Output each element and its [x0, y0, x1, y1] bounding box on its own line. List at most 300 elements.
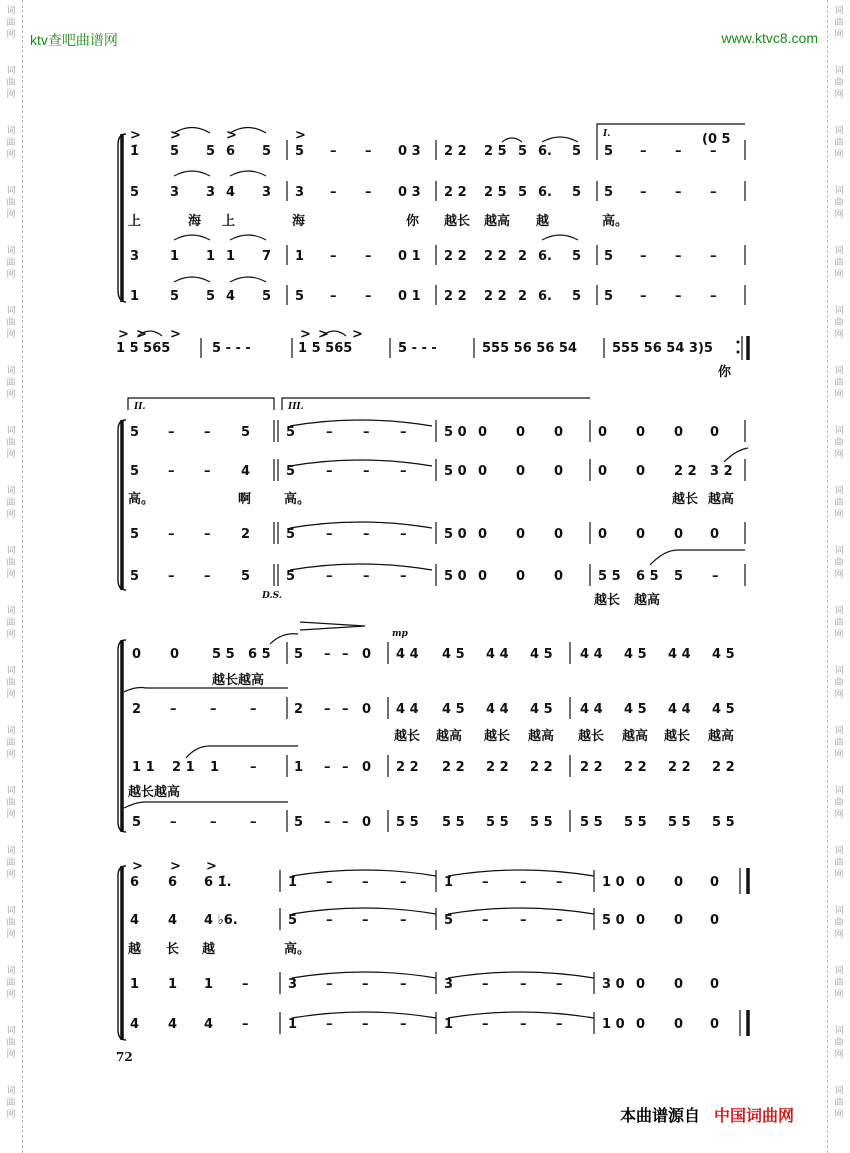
page-number: 72: [116, 1050, 133, 1064]
watermark-char: 词: [6, 546, 16, 556]
svg-text:5: 5: [572, 144, 582, 159]
svg-text:5: 5: [262, 144, 272, 159]
svg-text:–: –: [675, 185, 682, 200]
svg-text:0: 0: [478, 425, 488, 440]
svg-text:海: 海: [292, 214, 306, 229]
svg-text:–: –: [324, 815, 331, 830]
watermark-char: 网: [6, 630, 16, 640]
watermark-char: 词: [6, 66, 16, 76]
watermark-char: 词: [834, 546, 844, 556]
svg-text:–: –: [242, 1017, 249, 1032]
svg-text:5: 5: [572, 249, 582, 264]
watermark-char: 网: [6, 870, 16, 880]
svg-text:越: 越: [536, 214, 550, 229]
watermark-char: 网: [6, 390, 16, 400]
svg-text:1: 1: [226, 249, 236, 264]
svg-text:5: 5: [604, 144, 614, 159]
svg-text:2 2: 2 2: [624, 760, 647, 775]
svg-text:–: –: [362, 875, 369, 890]
svg-text:–: –: [400, 425, 407, 440]
svg-text:5 0: 5 0: [444, 527, 467, 542]
watermark-char: 曲: [834, 678, 844, 688]
svg-text:5: 5: [295, 289, 305, 304]
watermark-char: 词: [6, 186, 16, 196]
svg-text:–: –: [326, 875, 333, 890]
svg-text:0: 0: [516, 527, 526, 542]
svg-text:4: 4: [241, 464, 251, 479]
svg-text:4: 4: [168, 913, 178, 928]
svg-text:5 5: 5 5: [486, 815, 509, 830]
svg-text:5 0: 5 0: [444, 425, 467, 440]
staff-4-3: [128, 746, 735, 800]
svg-text:5: 5: [241, 425, 251, 440]
svg-text:–: –: [520, 913, 527, 928]
svg-text:–: –: [342, 815, 349, 830]
svg-text:–: –: [556, 977, 563, 992]
svg-text:>: >: [170, 859, 181, 874]
watermark-char: 词: [834, 786, 844, 796]
svg-text:–: –: [482, 913, 489, 928]
watermark-char: 曲: [6, 498, 16, 508]
system-2: [116, 327, 748, 380]
svg-text:0: 0: [674, 875, 684, 890]
watermark-char: 网: [6, 450, 16, 460]
svg-text:4: 4: [130, 913, 140, 928]
watermark-char: 网: [834, 210, 844, 220]
svg-text:5 5: 5 5: [712, 815, 735, 830]
staff-4-4: [124, 802, 735, 832]
watermark-char: 曲: [6, 258, 16, 268]
watermark-char: 曲: [834, 798, 844, 808]
svg-text:–: –: [400, 1017, 407, 1032]
staff-4-2: [124, 688, 735, 745]
svg-text:0: 0: [636, 913, 646, 928]
svg-text:5: 5: [572, 289, 582, 304]
svg-text:2 2: 2 2: [396, 760, 419, 775]
svg-text:2: 2: [518, 289, 528, 304]
svg-text:>: >: [206, 859, 217, 874]
watermark-char: 网: [834, 150, 844, 160]
svg-text:1̇: 1̇: [444, 875, 454, 890]
watermark-char: 网: [6, 990, 16, 1000]
svg-text:4: 4: [204, 1017, 214, 1032]
svg-text:2 2: 2 2: [444, 289, 467, 304]
svg-text:2 2: 2 2: [444, 249, 467, 264]
staff-1-4: [130, 277, 745, 305]
svg-text:1: 1: [130, 289, 140, 304]
svg-text:5: 5: [262, 289, 272, 304]
svg-text:5 5: 5 5: [396, 815, 419, 830]
watermark-char: 曲: [834, 558, 844, 568]
svg-text:越高: 越高: [528, 729, 555, 744]
svg-text:4 4: 4 4: [668, 702, 691, 717]
watermark-char: 网: [6, 150, 16, 160]
watermark-char: 曲: [6, 438, 16, 448]
svg-text:1: 1: [204, 977, 214, 992]
svg-text:–: –: [675, 289, 682, 304]
svg-text:5: 5: [130, 185, 140, 200]
watermark-char: 词: [6, 726, 16, 736]
svg-text:2 5: 2 5: [484, 185, 507, 200]
watermark-char: 词: [6, 246, 16, 256]
svg-text:6: 6: [226, 144, 236, 159]
svg-text:–: –: [362, 913, 369, 928]
svg-text:–: –: [363, 527, 370, 542]
svg-text:–: –: [210, 815, 217, 830]
svg-text:>: >: [318, 327, 329, 342]
svg-text:5: 5: [518, 185, 528, 200]
watermark-char: 网: [6, 1050, 16, 1060]
svg-text:–: –: [326, 569, 333, 584]
svg-text:>: >: [118, 327, 129, 342]
svg-text:0: 0: [674, 527, 684, 542]
svg-text:–: –: [326, 913, 333, 928]
svg-text:6.: 6.: [538, 144, 552, 159]
watermark-char: 网: [834, 90, 844, 100]
lyrics-1: [128, 213, 628, 229]
svg-text:5: 5: [294, 647, 304, 662]
svg-text:5: 5: [286, 569, 296, 584]
svg-text:5: 5: [130, 527, 140, 542]
svg-text:6 5: 6 5: [248, 647, 271, 662]
watermark-char: 网: [6, 750, 16, 760]
svg-text:–: –: [640, 185, 647, 200]
svg-text:–: –: [556, 913, 563, 928]
watermark-char: 曲: [6, 378, 16, 388]
watermark-char: 曲: [834, 978, 844, 988]
svg-text:0: 0: [554, 527, 564, 542]
svg-text:–: –: [482, 875, 489, 890]
staff-5-4: [130, 1010, 748, 1036]
svg-text:越长: 越长: [484, 729, 511, 744]
svg-text:0: 0: [170, 647, 180, 662]
svg-text:越高: 越高: [622, 729, 649, 744]
svg-text:0: 0: [478, 527, 488, 542]
svg-text:0: 0: [132, 647, 142, 662]
svg-text:–: –: [330, 249, 337, 264]
svg-text:–: –: [342, 647, 349, 662]
watermark-char: 曲: [834, 138, 844, 148]
staff-3-4: [130, 550, 745, 608]
svg-text:>: >: [295, 128, 306, 143]
ending-3-mark: III.: [288, 402, 304, 412]
svg-text:1̇: 1̇: [288, 875, 298, 890]
lyrics-5: [128, 941, 310, 957]
watermark-char: 网: [6, 210, 16, 220]
watermark-char: 曲: [834, 438, 844, 448]
svg-text:5 5: 5 5: [530, 815, 553, 830]
svg-text:0: 0: [710, 1017, 720, 1032]
svg-text:–: –: [204, 569, 211, 584]
svg-text:1: 1: [295, 249, 305, 264]
svg-text:越高: 越高: [436, 729, 463, 744]
svg-text:–: –: [170, 702, 177, 717]
svg-text:–: –: [342, 702, 349, 717]
svg-text:–: –: [365, 289, 372, 304]
svg-text:0: 0: [636, 875, 646, 890]
svg-text:0: 0: [636, 1017, 646, 1032]
svg-text:越长: 越长: [394, 729, 421, 744]
watermark-char: 词: [6, 486, 16, 496]
svg-text:–: –: [330, 185, 337, 200]
svg-text:0: 0: [710, 875, 720, 890]
svg-text:–: –: [400, 527, 407, 542]
svg-text:0: 0: [636, 425, 646, 440]
svg-text:–: –: [520, 1017, 527, 1032]
svg-text:>: >: [300, 327, 311, 342]
staff-3-1: [130, 420, 745, 442]
svg-text:4 5: 4 5: [624, 647, 647, 662]
svg-text:2 1: 2 1: [172, 760, 195, 775]
svg-text:5: 5: [206, 144, 216, 159]
svg-text:越长: 越长: [664, 729, 691, 744]
watermark-char: 曲: [834, 738, 844, 748]
svg-text:5: 5: [170, 144, 180, 159]
svg-text:啊: 啊: [238, 492, 252, 507]
watermark-char: 网: [6, 30, 16, 40]
watermark-char: 词: [6, 666, 16, 676]
svg-text:6: 6: [168, 875, 178, 890]
svg-text:–: –: [640, 249, 647, 264]
watermark-char: 曲: [834, 198, 844, 208]
watermark-char: 词: [834, 126, 844, 136]
svg-text:6: 6: [130, 875, 140, 890]
ds-mark: D.S.: [262, 591, 282, 601]
watermark-char: 网: [834, 930, 844, 940]
svg-text:7: 7: [262, 249, 272, 264]
svg-text:长: 长: [166, 942, 180, 957]
svg-text:5: 5: [130, 569, 140, 584]
svg-text:4 4: 4 4: [396, 647, 419, 662]
header-left-site[interactable]: ktv查吧曲谱网: [30, 32, 118, 48]
watermark-char: 词: [834, 606, 844, 616]
svg-text:5 0: 5 0: [444, 464, 467, 479]
svg-text:–: –: [400, 913, 407, 928]
watermark-char: 曲: [6, 918, 16, 928]
watermark-char: 曲: [6, 1098, 16, 1108]
svg-text:–: –: [400, 464, 407, 479]
svg-text:0: 0: [362, 647, 372, 662]
svg-text:–: –: [326, 425, 333, 440]
staff-3-2: [130, 448, 748, 481]
footer-site-link[interactable]: 中国词曲网: [714, 1106, 795, 1125]
svg-text:0: 0: [598, 527, 608, 542]
svg-text:0: 0: [478, 569, 488, 584]
svg-text:4: 4: [130, 1017, 140, 1032]
watermark-char: 网: [6, 510, 16, 520]
watermark-char: 词: [6, 966, 16, 976]
svg-text:–: –: [204, 464, 211, 479]
svg-text:2 2: 2 2: [444, 144, 467, 159]
svg-text:0: 0: [478, 464, 488, 479]
watermark-char: 网: [834, 750, 844, 760]
svg-text:越长越高: 越长越高: [212, 673, 265, 688]
staff-5-1: [130, 859, 748, 894]
watermark-char: 词: [834, 426, 844, 436]
svg-text:5 5: 5 5: [668, 815, 691, 830]
svg-text:0: 0: [554, 569, 564, 584]
svg-text:3: 3: [262, 185, 272, 200]
svg-text:2: 2: [518, 249, 528, 264]
watermark-char: 曲: [834, 258, 844, 268]
svg-text:2 2: 2 2: [486, 760, 509, 775]
watermark-char: 词: [6, 1026, 16, 1036]
svg-text:2 2: 2 2: [442, 760, 465, 775]
svg-text:0: 0: [674, 913, 684, 928]
staff-1-2: [130, 171, 745, 201]
svg-text:0: 0: [516, 569, 526, 584]
watermark-char: 网: [6, 570, 16, 580]
watermark-char: 曲: [834, 858, 844, 868]
svg-text:2 2: 2 2: [530, 760, 553, 775]
watermark-char: 曲: [6, 738, 16, 748]
pickup-mark: (0 5: [702, 132, 731, 147]
svg-text:–: –: [400, 875, 407, 890]
svg-text:2 2: 2 2: [674, 464, 697, 479]
svg-text:4 4: 4 4: [396, 702, 419, 717]
watermark-char: 曲: [6, 318, 16, 328]
svg-text:4 4: 4 4: [580, 647, 603, 662]
svg-text:1 5 565: 1 5 565: [116, 341, 171, 356]
svg-text:越长: 越长: [444, 214, 471, 229]
svg-text:–: –: [675, 144, 682, 159]
svg-text:2 2: 2 2: [484, 289, 507, 304]
svg-text:0: 0: [554, 425, 564, 440]
watermark-char: 网: [6, 90, 16, 100]
svg-text:1: 1: [170, 249, 180, 264]
svg-text:4 4: 4 4: [580, 702, 603, 717]
watermark-char: 词: [6, 426, 16, 436]
svg-text:–: –: [556, 875, 563, 890]
watermark-char: 曲: [6, 1038, 16, 1048]
svg-text:>: >: [226, 128, 237, 143]
watermark-char: 网: [6, 1110, 16, 1120]
svg-text:–: –: [168, 425, 175, 440]
watermark-char: 词: [6, 306, 16, 316]
svg-text:1 5 565: 1 5 565: [298, 341, 353, 356]
svg-text:5: 5: [518, 144, 528, 159]
watermark-char: 词: [834, 966, 844, 976]
svg-text:高。: 高。: [284, 942, 311, 957]
svg-text:2 2: 2 2: [484, 249, 507, 264]
svg-text:3 0: 3 0: [602, 977, 625, 992]
svg-text:–: –: [710, 289, 717, 304]
watermark-char: 网: [834, 690, 844, 700]
svg-text:4 5: 4 5: [712, 647, 735, 662]
svg-text:–: –: [170, 815, 177, 830]
watermark-char: 词: [834, 846, 844, 856]
svg-text:–: –: [330, 144, 337, 159]
svg-text:–: –: [363, 464, 370, 479]
watermark-char: 词: [834, 726, 844, 736]
svg-text:上: 上: [128, 214, 142, 229]
watermark-char: 曲: [6, 798, 16, 808]
svg-text:高。: 高。: [284, 492, 311, 507]
watermark-char: 词: [834, 66, 844, 76]
staff-4-1: [132, 634, 735, 688]
watermark-char: 网: [6, 930, 16, 940]
watermark-char: 曲: [6, 78, 16, 88]
svg-text:5: 5: [286, 425, 296, 440]
svg-text:5 - - -: 5 - - -: [212, 341, 251, 356]
watermark-char: 词: [834, 1086, 844, 1096]
svg-text:5: 5: [444, 913, 454, 928]
system-5: [118, 859, 748, 1040]
svg-text:越: 越: [128, 942, 142, 957]
svg-text:1: 1: [294, 760, 304, 775]
svg-text:1: 1: [168, 977, 178, 992]
header-right-url[interactable]: www.ktvc8.com: [721, 30, 818, 46]
system-3: [118, 398, 748, 608]
svg-text:4 4: 4 4: [668, 647, 691, 662]
svg-text:你: 你: [406, 214, 420, 229]
svg-text:0: 0: [636, 464, 646, 479]
svg-text:0 3: 0 3: [398, 144, 421, 159]
svg-text:4 ♭6.: 4 ♭6.: [204, 913, 238, 928]
watermark-char: 词: [6, 606, 16, 616]
watermark-char: 网: [834, 630, 844, 640]
svg-text:–: –: [168, 464, 175, 479]
svg-text:0: 0: [516, 425, 526, 440]
svg-text:>: >: [130, 128, 141, 143]
watermark-char: 词: [6, 1086, 16, 1096]
svg-text:5: 5: [288, 913, 298, 928]
svg-text:2 2: 2 2: [668, 760, 691, 775]
watermark-char: 网: [834, 30, 844, 40]
svg-text:0: 0: [516, 464, 526, 479]
svg-text:6 1̇.: 6 1̇.: [204, 875, 232, 890]
svg-text:0: 0: [598, 464, 608, 479]
watermark-char: 曲: [6, 978, 16, 988]
svg-text:–: –: [324, 702, 331, 717]
svg-text:越高: 越高: [708, 729, 735, 744]
watermark-char: 网: [834, 870, 844, 880]
svg-text:0: 0: [710, 527, 720, 542]
svg-text:3: 3: [288, 977, 298, 992]
svg-text:5: 5: [294, 815, 304, 830]
svg-text:–: –: [326, 464, 333, 479]
svg-text:4 5: 4 5: [442, 702, 465, 717]
svg-text:2: 2: [294, 702, 304, 717]
svg-text:–: –: [365, 249, 372, 264]
svg-text:3: 3: [295, 185, 305, 200]
svg-text:–: –: [400, 569, 407, 584]
svg-text:1: 1: [288, 1017, 298, 1032]
svg-text:–: –: [400, 977, 407, 992]
svg-text:555 56 56 54: 555 56 56 54: [482, 341, 577, 356]
watermark-char: 曲: [6, 198, 16, 208]
svg-text:–: –: [250, 815, 257, 830]
svg-text:3: 3: [444, 977, 454, 992]
svg-text:越高: 越高: [634, 593, 661, 608]
svg-text:4 5: 4 5: [624, 702, 647, 717]
svg-text:5: 5: [130, 464, 140, 479]
svg-text:4 5: 4 5: [442, 647, 465, 662]
svg-text:–: –: [640, 144, 647, 159]
watermark-char: 曲: [6, 138, 16, 148]
watermark-char: 网: [834, 810, 844, 820]
footer-credit: [620, 1103, 794, 1126]
svg-text:6.: 6.: [538, 249, 552, 264]
svg-text:–: –: [168, 527, 175, 542]
watermark-char: 词: [834, 1026, 844, 1036]
svg-text:4 5: 4 5: [530, 702, 553, 717]
svg-text:0: 0: [674, 425, 684, 440]
svg-text:4 5: 4 5: [712, 702, 735, 717]
watermark-char: 曲: [834, 1038, 844, 1048]
watermark-char: 曲: [834, 18, 844, 28]
footer-source-label: 本曲谱源自: [620, 1106, 701, 1125]
